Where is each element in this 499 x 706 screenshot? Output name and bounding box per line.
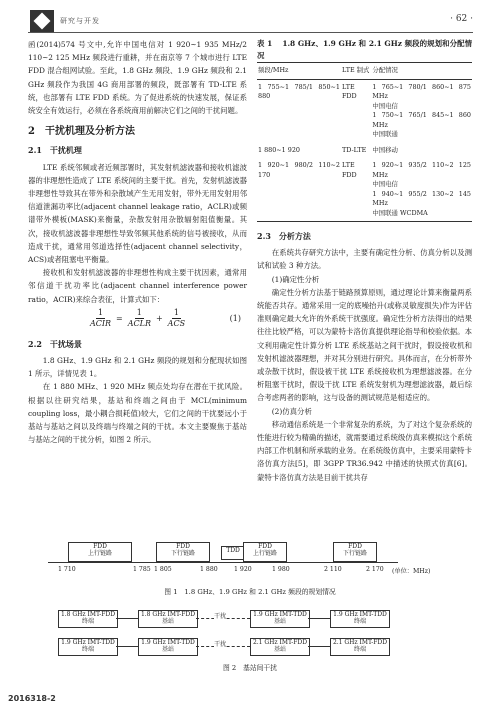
fig2-node: 1.9 GHz IMT-TDD 基站 [138, 638, 198, 656]
section-heading: 2 干扰机理及分析方法 [28, 126, 135, 138]
subsubsection-heading: (1)确定性分析 [271, 274, 320, 284]
paragraph: 在 1 880 MHz、1 920 MHz 频点处均存在潜在干扰风险。根据以往研究结果，基站和终端之间由于 MCL(minimum coupling loss，最小耦合损耗值)较大，它们之间的干扰要远小于基站与基站之间以及终端与终端之间的干扰。本文主要聚焦于基站与基站之间的干扰分析，如图 2 所示。 [28, 382, 247, 445]
fig2-node: 1.9 GHz IMT-TDD 终端 [58, 638, 118, 656]
equation-number: (1) [229, 314, 241, 324]
interference-label: 干扰 [214, 613, 227, 620]
subsubsection-heading: (2)仿真分析 [271, 406, 312, 416]
page-number: · 62 · [450, 14, 473, 24]
tick-label: 1 710 [58, 566, 76, 573]
figure-1 [28, 540, 472, 606]
acir-formula: $\frac{1}{\text{ACIR}}$ = $\frac{1}{\text{ACLR}}$ + $\frac{1}{\text{ACS}}$ (1) [89, 308, 241, 329]
paragraph: LTE 系统邻频或者近频部署时，其发射机滤波器和接收机滤波器的非理想性造成了 LTE 系统间的主要干扰。首先，发射机滤波器非理想性导致其在带外和杂散域产生无用发射，带外无用发射用邻信道泄漏功率比(adjacent channel leakage ratio，ACLR)或频谱带外模板(MASK)来衡量，杂散发射用杂散辐射阻值衡量。其次，接收机滤波器非理想性导致邻频其他系统的信号被接收，从而造成干扰，通常用邻道选择性(adjacent channel selectivity，ACS)或者阻塞电平衡量。 [28, 162, 247, 265]
fig2-node: 1.9 GHz IMT-TDD 基站 [250, 610, 310, 628]
subsection-heading: 2.3 分析方法 [257, 231, 311, 241]
band-fdd-ul: FDD 上行链路 [68, 542, 132, 562]
figure-2-caption: 图 2 基站间干扰 [222, 664, 278, 672]
paragraph: 函(2014)574 号文中,允许中国电信对 1 920~1 935 MHz/2 110~2 125 MHz 频段进行重耕，并在南京等 7 个城市进行 LTE FDD 混合组网试验。至此，1.8 GHz 频段、1.9 GHz 频段和 2.1 GHz 频段作为我国 4G 商用部署的频段，既部署有 TD-LTE 系统，也部署有 LTE FDD 系统。为了促进系统的快速发展，保证系统安全有效运行，必须在各系统商用前解决它们之间的干扰问题。 [28, 40, 247, 116]
subsection-heading: 2.2 干扰场景 [28, 338, 82, 349]
paragraph: 接收机和发射机滤波器的非理想性构成主要干扰因素，通常用邻信道干扰功率比(adjacent channel interference power ratio，ACIR)来综合表征，计算式如下： [28, 268, 247, 304]
tick-label: 1 980 [272, 566, 290, 573]
tick-label: 1 785 [133, 566, 151, 573]
journal-logo [30, 10, 54, 32]
paragraph: 在系统共存研究方法中，主要有确定性分析、仿真分析以及测试和试验 3 种方法。 [257, 248, 472, 271]
paragraph: 确定性分析方法基于链路预算原则，通过理论计算来衡量两系统能否共存。通常采用一定的底噪抬升(或称灵敏度损失)作为评估准则确定最大允许的外系统干扰强度。确定性分析方法得出的结果往往比较严格，可以为蒙特卡洛仿真提供理论指导和校验依据。本文利用确定性计算分析 LTE 系统基站之间干扰时，假设接收机和发射机滤波器理想，并对其分别进行研究。具体而言，在分析带外或杂散干扰时，假设被干扰 LTE 系统接收机为理想滤波器。在分析阻塞干扰时，假设干扰 LTE 系统发射机为理想滤波器，最后综合考虑两者的影响，这与设备的测试规范是相适应的。 [257, 287, 472, 403]
band-fdd-ul-2: FDD 上行链路 [243, 542, 287, 562]
right-column [257, 38, 472, 484]
table-header: LTE 制式 [341, 63, 371, 80]
axis-unit: (单位：MHz) [392, 568, 431, 575]
band-table [257, 62, 472, 222]
table-row: 1 755~1 785/1 850~1 880 LTE FDD 1 765~1 780/1 860~1 875 MHz 中国电信 1 750~1 765/1 845~1 860 MHz 中国联通 [258, 82, 471, 138]
running-title: 研究与开发 [60, 17, 100, 25]
paragraph: 移动通信系统是一个非常复杂的系统，为了对这个复杂系统的性能进行较为精确的描述，就需要通过系统级仿真来模拟这个系统内部工作机制和所承载的业务。在系统级仿真中，主要采用蒙特卡洛仿真方法[5]，即 3GPP TR36.942 中描述的快照式仿真[6]。蒙特卡洛仿真方法是目前干扰共存 [257, 419, 472, 482]
header-rule [28, 32, 473, 33]
paragraph: 1.8 GHz、1.9 GHz 和 2.1 GHz 频段的规划和分配现状如图 1 所示，详情见表 1。 [28, 356, 247, 379]
table-row: 1 920~1 980/2 110~2 170 LTE FDD 1 920~1 935/2 110~2 125 MHz 中国电信 1 940~1 955/2 130~2 145 MHz 中国联通 WCDMA [257, 158, 472, 222]
frequency-axis [48, 562, 398, 563]
table-caption: 表 1 1.8 GHz、1.9 GHz 和 2.1 GHz 频段的规划和分配情况 [257, 39, 472, 60]
table-header: 分配情况 [371, 63, 472, 80]
table-row: 1 880~1 920 TD-LTE 中国移动 [258, 145, 398, 154]
fig2-node: 1.8 GHz IMT-FDD 基站 [138, 610, 198, 628]
left-column [28, 38, 247, 446]
fig2-node: 2.1 GHz IMT-FDD 基站 [250, 638, 310, 656]
tick-label: 1 880 [200, 566, 218, 573]
table-header: 频段/MHz [257, 63, 341, 80]
subsection-heading: 2.1 干扰机理 [28, 145, 82, 156]
figure-1-caption: 图 1 1.8 GHz、1.9 GHz 和 2.1 GHz 频段的规划情况 [164, 588, 336, 596]
tick-label: 1 805 [154, 566, 172, 573]
band-tdd: TDD [221, 546, 245, 560]
fig2-node: 1.9 GHz IMT-TDD 终端 [330, 610, 390, 628]
band-fdd-dl: FDD 下行链路 [156, 542, 210, 562]
tick-label: 2 110 [324, 566, 342, 573]
fig2-node: 1.8 GHz IMT-FDD 终端 [58, 610, 118, 628]
figure-2 [28, 610, 472, 688]
interference-label: 干扰 [214, 641, 227, 648]
tick-label: 2 170 [366, 566, 384, 573]
page-code: 2016318-2 [8, 694, 56, 703]
tick-label: 1 920 [234, 566, 252, 573]
fig2-node: 2.1 GHz IMT-FDD 终端 [330, 638, 390, 656]
band-fdd-dl-2: FDD 下行链路 [333, 542, 377, 562]
